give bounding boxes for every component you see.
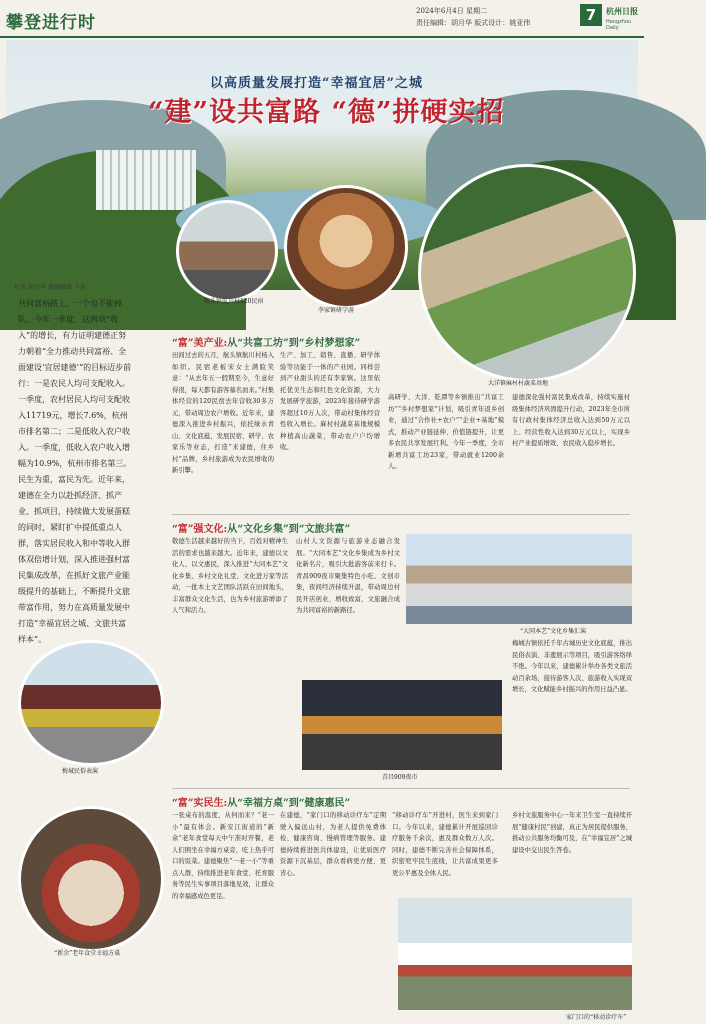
- article-text: 敬德生活越来越好的当下，百姓对精神生活的需求也越来越大。近年来，建德以文化人、以文惠民，深入推进“大同本艺”文化乡集、乡村文化礼堂、文化进万家等活动，一批本土文艺团队活跃在田间地头，丰富群众文化生活，也为乡村旅游增添了人气和活力。: [172, 538, 288, 614]
- article-text: 一张桌布的温度，从何而来？“老一小”最有体会。新安江街道的“新余”老年食堂每天中午准时开餐，老人们围坐在幸福方桌旁，吃上热乎可口的饭菜。建德聚焦“一老一小”等重点人群，持续推进老年食堂、托育服务等民生实事项目落地见效，让群众的幸福感成色更足。: [172, 812, 274, 900]
- article-text: 高研学、大洋、乾潭等乡镇推出“共富工坊”“乡村梦想家”计划，吸引青年返乡创业，通过“合作社+农户”“企业+基地”模式，推动产业链延伸、价值链提升，让更多农民共享发展红利。今年一季度，全市新增共富工坊23家，带动就业1200余人。: [388, 394, 504, 470]
- article-text: 生产、加工、销售、直播、研学体验等功能于一体的产业园。同样尝到产业甜头的还有李家镇。这里依托优美生态和红色文化资源，大力发展研学旅游，2023年接待研学游客超过10万人次，带动村集体经营性收入增长。麻村村蔬菜基地规模种植高山蔬菜，带动农户户均增收。: [280, 352, 380, 451]
- article-text: 梅城古镇依托千年古城历史文化底蕴，推出民俗表演、非遗展示等项目，吸引游客络绎不绝。今年以来，建德累计举办各类文旅活动百余场，接待游客人次、旅游收入实现双增长，文化赋能乡村振兴的作用日益凸显。: [512, 640, 632, 693]
- dam-structure: [96, 150, 196, 210]
- article-text: “移动诊疗车”开进村，医生来到家门口。今年以来，建德累计开展巡回诊疗服务千余次，惠及群众数万人次。同时，建德不断完善社会保障体系，织密兜牢民生底线，让共富成果更多更公平惠及全体人民。: [392, 812, 498, 877]
- lead-paragraph: 共同富裕路上，一个也不能掉队。今年一季度，这两项“收入”的增长，有力证明建德正努力朝着“全力推动共同富裕、全面建设‘宜居建德’”的目标迈步前行：一是农民人均可支配收入。一季度，农村居民人均可支配收入11719元，增长7.6%，杭州市排名第二；二是低收入农户收入。一季度，低收入农户收入增幅为10.9%，杭州市排名第三。 民生为重，富民为先。近年来，建德在全力以赴抓经济、抓产业、抓项目，持续做大发展蛋糕的同时，紧盯扩中提低重点人群，落实居民收入和中等收入群体双倍增计划，深入推进强村富民集成改革，在抓好文旅产业能级提升的基础上，不断提升文旅带富作用，努力在高质量发展中打造“幸福宜居之城、文旅共富样本”。: [18, 299, 132, 644]
- study-tour-photo: [284, 185, 408, 309]
- section-heading-livelihood: “富”实民生:从“幸福方桌”到“健康惠民”: [172, 798, 351, 809]
- article-text: 在建德，“家门口的移动诊疗车”定期驶入偏远山村，为老人提供免费体检、健康咨询、慢病管理等服务。建德持续推进医共体建设，让优质医疗资源下沉基层，群众看病更方便、更省心。: [280, 812, 386, 877]
- caption-study-tour: 李家镇研学游: [318, 307, 355, 314]
- page-number: 7: [580, 4, 602, 26]
- divider: [172, 788, 630, 789]
- article-text: 建德深化强村富民集成改革，持续实施村级集体经济巩固提升行动，2023年全市所有行政村集体经济总收入达到50万元以上、经营性收入达到30万元以上，实现乡村产业提质增效、农民收入稳步增长。: [512, 394, 630, 447]
- homestay-photo: [176, 200, 278, 302]
- cultural-fair-photo: [406, 534, 632, 624]
- caption-folk-performance: 梅城民俗表演: [62, 768, 99, 775]
- caption-elderly-canteen: “新余”老年食堂幸福方桌: [54, 950, 121, 957]
- hero-subtitle: 以高质量发展打造“幸福宜居”之城: [210, 76, 423, 91]
- section-heading-industry: “富”美产业:从“共富工坊”到“乡村梦想家”: [172, 338, 361, 349]
- caption-homestay: 航头镇航川村120民宿: [204, 298, 264, 305]
- article-text: 田间过去的五月，航头镇航川村杨入如织。民宿老板宋女士满脸笑意：“从去年五一假期至今，生意好得很，每天都有游客慕名而来。”村集体经营的120民宿去年营收30多万元，带动周边农户增收。近年来，建德深入推进乡村振兴，依托绿水青山、文化底蕴，发展民宿、研学、农家乐等业态，打造“来建德，住乡村”品牌，乡村旅游成为农民增收的新引擎。: [172, 352, 274, 474]
- divider: [172, 514, 630, 515]
- editor-line: 责任编辑：胡月华 版式设计：姚亚伟: [416, 19, 531, 27]
- caption-vegetable-base: 大洋镇麻村村蔬菜基地: [488, 380, 549, 387]
- mobile-clinic-photo: [398, 898, 632, 1010]
- paper-name: 杭州日报: [606, 6, 638, 16]
- date-line: 2024年6月4日 星期二: [416, 7, 487, 15]
- vegetable-base-photo: [418, 164, 636, 382]
- folk-performance-photo: [18, 640, 164, 766]
- section-heading-culture: “富”强文化:从“文化乡集”到“文旅共富”: [172, 524, 351, 535]
- hero-title: “建”设共富路 “德”拼硬实招: [148, 97, 505, 128]
- night-market-photo: [302, 680, 502, 770]
- paper-name-en: Hangzhou Daily: [606, 19, 632, 31]
- caption-mobile-clinic: 家门口的“移动诊疗车”: [566, 1014, 627, 1021]
- article-text: 山村人文资源与旅游业态融合发展。“大同本艺”文化乡集成为乡村文化新名片，吸引大批游客前来打卡。青昌909夜市聚集特色小吃、文创市集，夜间经济持续升温，带动周边村民开店创业、增收致富，文旅融合成为共同富裕的新路径。: [296, 538, 400, 614]
- caption-night-market: 青昌909夜市: [382, 774, 418, 781]
- elderly-canteen-photo: [18, 806, 164, 952]
- byline: 记者 胡月华 建德融媒 卜金: [14, 284, 86, 291]
- page-header: [0, 0, 644, 38]
- caption-cultural-fair: “大同本艺”文化乡集汇演: [520, 628, 587, 635]
- section-title: 攀登进行时: [6, 13, 96, 33]
- article-text: 乡村文旅服务中心一年来卫生室一直持续开展“健康村民”创建，真正为居民提供服务，推动公共服务均衡可及，在“幸福宜居”之城建设中交出民生答卷。: [512, 812, 632, 854]
